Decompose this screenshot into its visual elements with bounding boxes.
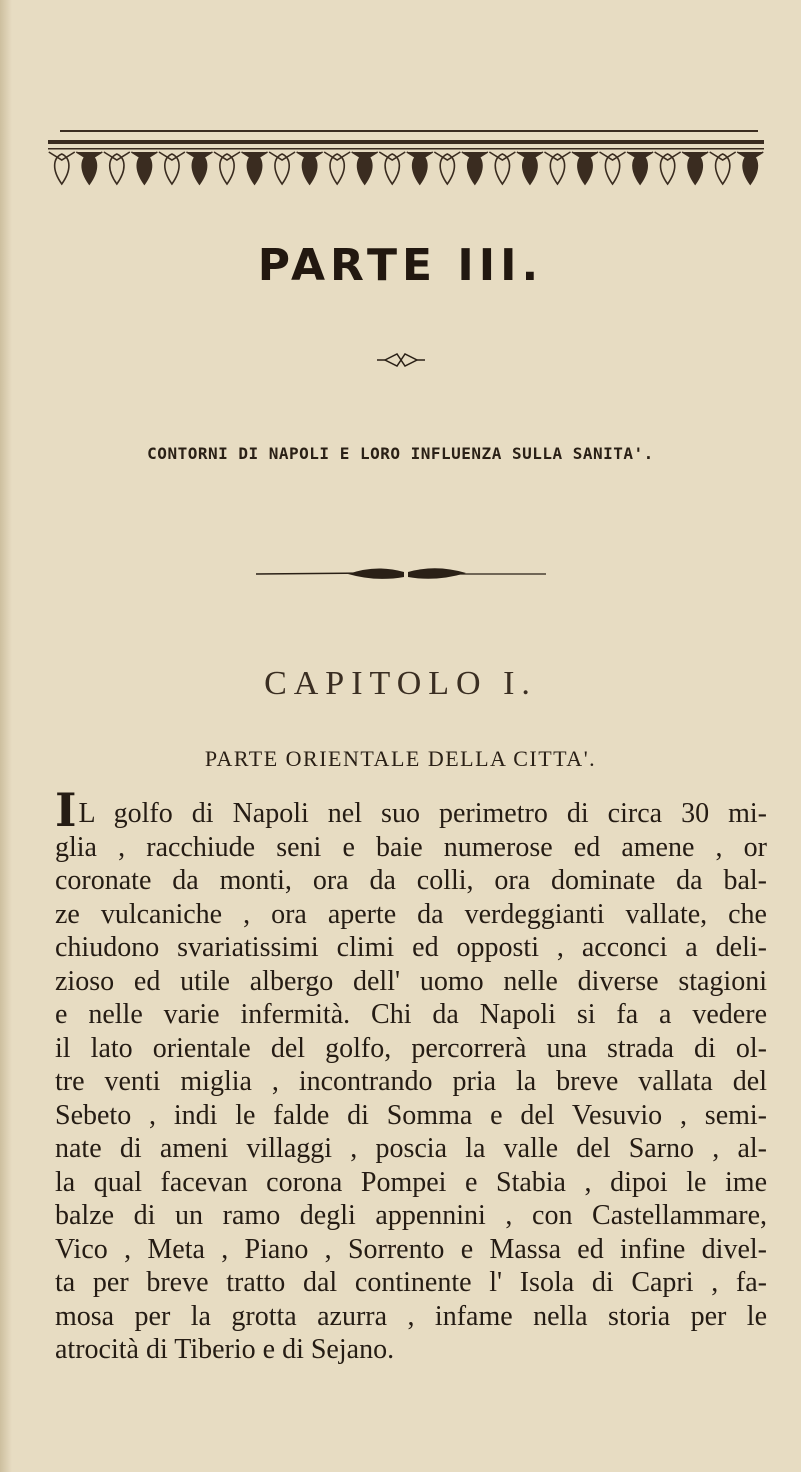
text-line: tre venti miglia , incontrando pria la breve vallata del xyxy=(55,1066,767,1097)
top-rule xyxy=(60,130,758,132)
text-line-1-content: L golfo di Napoli nel suo perimetro di circa 30 mi- xyxy=(78,798,767,829)
text-line: coronate da monti, ora da colli, ora dominate da bal- xyxy=(55,865,767,896)
text-line: Sebeto , indi le falde di Somma e del Vesuvio , semi- xyxy=(55,1099,767,1131)
ornament-motif xyxy=(544,152,570,184)
ornament-motif xyxy=(407,152,433,184)
text-line: la qual facevan corona Pompei e Stabia , dipoi le ime xyxy=(55,1166,767,1198)
page-gutter-shadow xyxy=(0,0,12,1472)
ornament-motif xyxy=(159,152,185,184)
ornamental-border-band xyxy=(48,140,764,188)
ornament-motif xyxy=(572,152,598,184)
ornament-motif xyxy=(131,152,157,184)
ornament-motif xyxy=(49,152,75,184)
text-line: nate di ameni villaggi , poscia la valle del Sarno , al- xyxy=(55,1133,767,1164)
text-line: il lato orientale del golfo, percorrerà una strada di ol- xyxy=(55,1032,767,1064)
text-line: mosa per la grotta azurra , infame nella storia per le xyxy=(55,1300,767,1332)
ornament-motif xyxy=(269,152,295,184)
ornament-motif xyxy=(737,152,763,184)
text-line: ta per breve tratto dal continente l' Isola di Capri , fa- xyxy=(55,1267,767,1298)
decorative-divider xyxy=(256,560,546,588)
ornament-motif xyxy=(627,152,653,184)
ornament-motif xyxy=(517,152,543,184)
ornament-motif xyxy=(600,152,626,184)
ornament-motif xyxy=(462,152,488,184)
section-subtitle: CONTORNI DI NAPOLI E LORO INFLUENZA SULLA SANITA'. xyxy=(147,444,654,463)
text-line: zioso ed utile albergo dell' uomo nelle diverse stagioni xyxy=(55,965,767,997)
ornament-motif xyxy=(104,152,130,184)
chapter-heading: CAPITOLO I. xyxy=(264,665,537,702)
text-line-last: atrocità di Tiberio e di Sejano. xyxy=(55,1334,395,1365)
text-line: glia , racchiude seni e baie numerose ed amene , or xyxy=(55,831,767,863)
ornament-motif xyxy=(297,152,323,184)
drop-cap: I xyxy=(55,783,77,837)
ornament-motif xyxy=(682,152,708,184)
chapter-subtitle: PARTE ORIENTALE DELLA CITTA'. xyxy=(204,746,597,771)
ornament-motif xyxy=(76,152,102,184)
ornament-motif xyxy=(186,152,212,184)
text-line-1 xyxy=(55,783,767,837)
ornament-motif xyxy=(242,152,268,184)
ornament-motif xyxy=(655,152,681,184)
ornament-motif xyxy=(710,152,736,184)
ornament-motif xyxy=(352,152,378,184)
small-ornament xyxy=(375,352,427,368)
text-line: balze di un ramo degli appennini , con Castellammare, xyxy=(55,1200,767,1231)
ornament-motif xyxy=(434,152,460,184)
ornament-motif xyxy=(489,152,515,184)
text-line: ze vulcaniche , ora aperte da verdeggianti vallate, che xyxy=(55,898,767,930)
text-line: Vico , Meta , Piano , Sorrento e Massa ed infine divel- xyxy=(55,1233,767,1265)
text-line: e nelle varie infermità. Chi da Napoli si fa a vedere xyxy=(55,999,767,1030)
ornament-motif xyxy=(324,152,350,184)
part-heading: PARTE III. xyxy=(257,240,544,291)
ornament-motif xyxy=(214,152,240,184)
text-line: chiudono svariatissimi climi ed opposti , acconci a deli- xyxy=(55,932,767,963)
body-paragraph xyxy=(55,783,767,1367)
ornament-motif xyxy=(379,152,405,184)
